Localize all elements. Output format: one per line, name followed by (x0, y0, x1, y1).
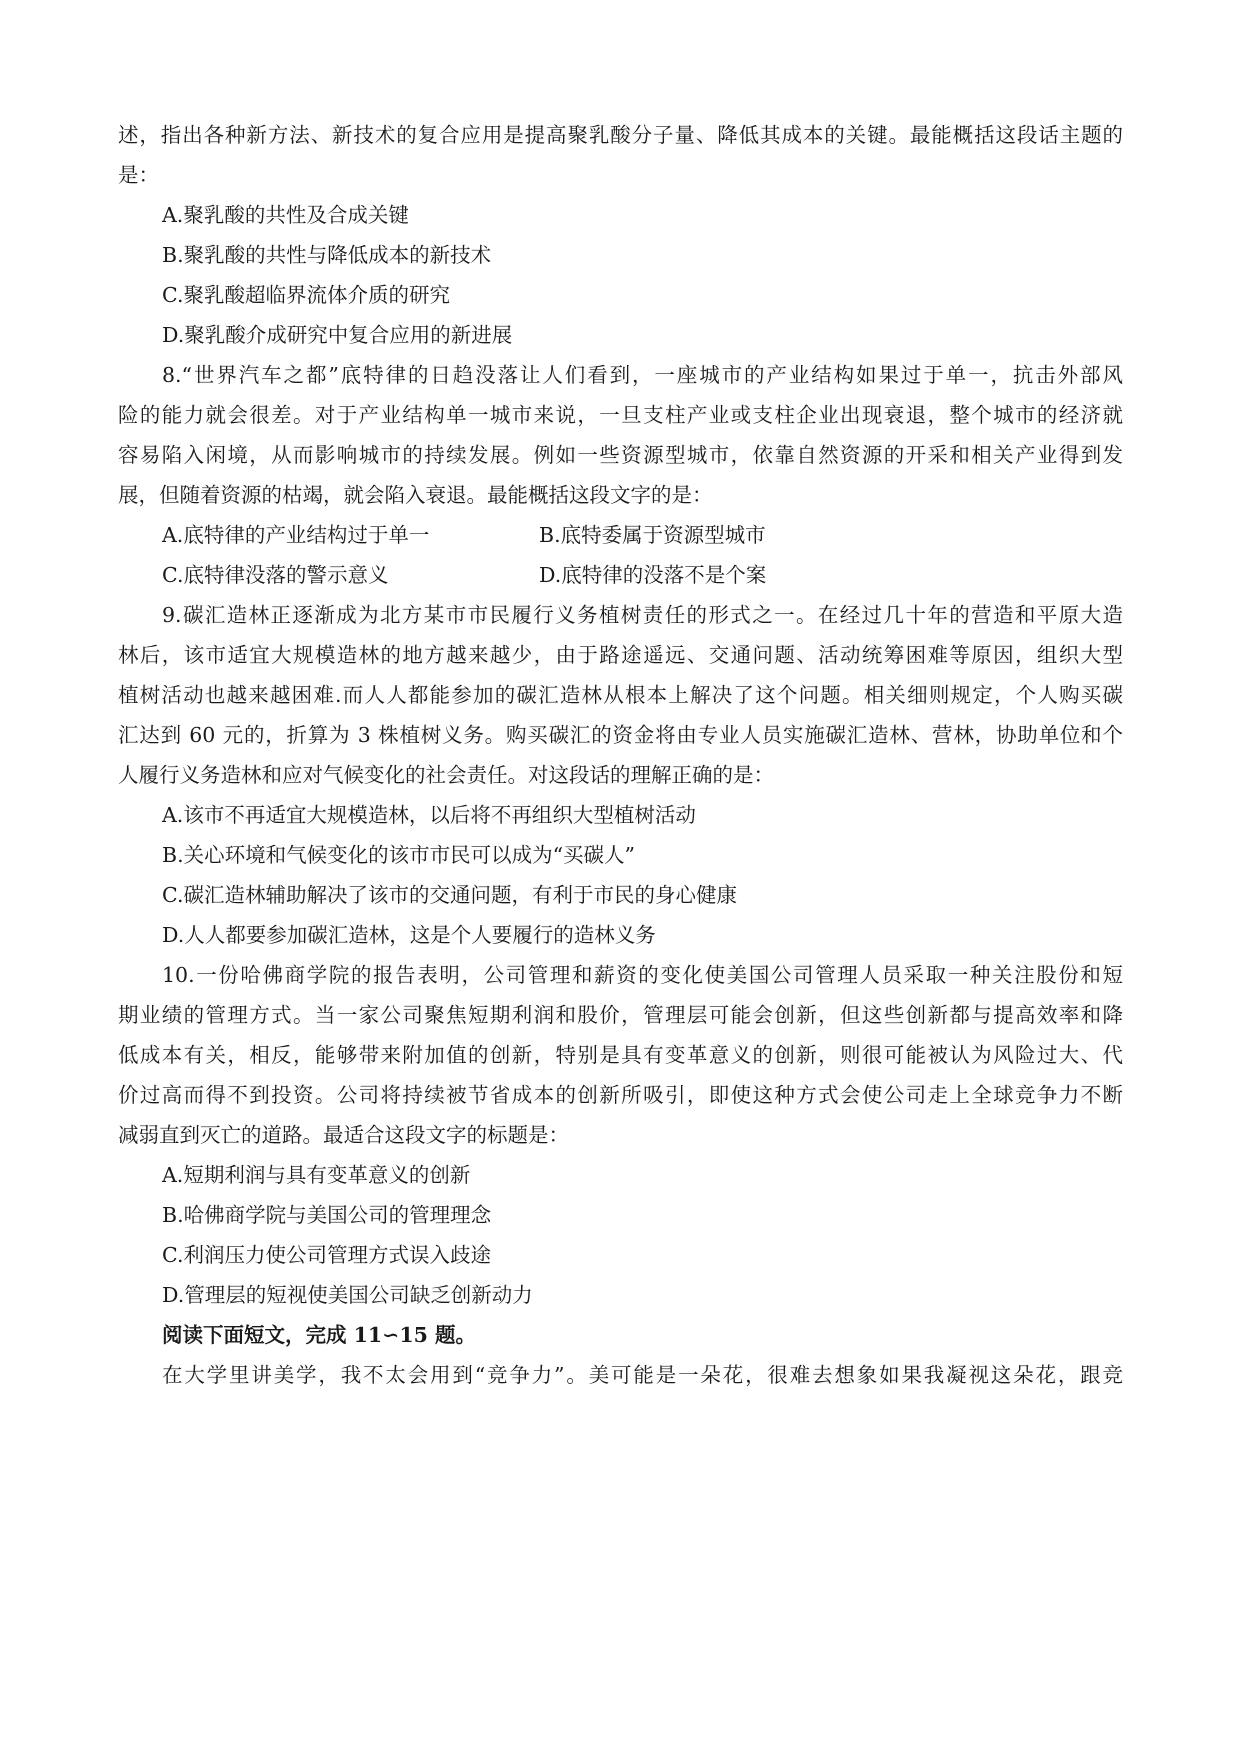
q9-option-c: C.碳汇造林辅助解决了该市的交通问题，有利于市民的身心健康 (162, 883, 737, 907)
q10-option-a: A.短期利润与具有变革意义的创新 (162, 1163, 471, 1187)
q8-option-a: A.底特律的产业结构过于单一 (162, 523, 430, 547)
q10-option-c: C.利润压力使公司管理方式误入歧途 (162, 1243, 491, 1267)
q9-option-b: B.关心环境和气候变化的该市市民可以成为“买碳人” (162, 843, 636, 867)
q8-stem-line-3: 容易陷入闲境，从而影响城市的持续发展。例如一些资源型城市，依靠自然资源的开采和相关产业得到发 (118, 443, 1123, 467)
reading-heading: 阅读下面短文，完成 11∽15 题。 (162, 1323, 477, 1347)
q9-stem-line-5: 人履行义务造林和应对气候变化的社会责任。对这段话的理解正确的是： (118, 763, 774, 787)
q8-stem-line-4: 展，但随着资源的枯竭，就会陷入衰退。最能概括这段文字的是： (118, 483, 713, 507)
q8-stem-line-1: 8.“世界汽车之都”底特律的日趋没落让人们看到，一座城市的产业结构如果过于单一，抗击外部风 (162, 363, 1123, 387)
q9-stem-line-4: 汇达到 60 元的，折算为 3 株植树义务。购买碳汇的资金将由专业人员实施碳汇造林、营林，协助单位和个 (118, 723, 1123, 747)
q10-option-b: B.哈佛商学院与美国公司的管理理念 (162, 1203, 492, 1227)
q10-stem-line-3: 低成本有关，相反，能够带来附加值的创新，特别是具有变革意义的创新，则很可能被认为风险过大、代 (118, 1043, 1123, 1067)
reading-first-line: 在大学里讲美学，我不太会用到“竞争力”。美可能是一朵花，很难去想象如果我凝视这朵花，跟竞 (162, 1363, 1123, 1387)
q7-option-c: C.聚乳酸超临界流体介质的研究 (162, 283, 450, 307)
q10-option-d: D.管理层的短视使美国公司缺乏创新动力 (162, 1283, 533, 1307)
q8-option-d: D.底特律的没落不是个案 (539, 563, 767, 587)
q8-option-c: C.底特律没落的警示意义 (162, 563, 389, 587)
q9-stem-line-2: 林后，该市适宜大规模造林的地方越来越少，由于路途遥远、交通问题、活动统筹困难等原因，组织大型 (118, 643, 1123, 667)
q7-stem-line-1: 述，指出各种新方法、新技术的复合应用是提高聚乳酸分子量、降低其成本的关键。最能概括这段话主题的 (118, 123, 1123, 147)
q9-stem-line-1: 9.碳汇造林正逐渐成为北方某市市民履行义务植树责任的形式之一。在经过几十年的营造和平原大造 (162, 603, 1123, 627)
q10-stem-line-4: 价过高而得不到投资。公司将持续被节省成本的创新所吸引，即使这种方式会使公司走上全球竞争力不断 (118, 1083, 1123, 1107)
q9-option-a: A.该市不再适宜大规模造林，以后将不再组织大型植树活动 (162, 803, 696, 827)
q9-stem-line-3: 植树活动也越来越困难.而人人都能参加的碳汇造林从根本上解决了这个问题。相关细则规定，个人购买碳 (118, 683, 1123, 707)
q9-option-d: D.人人都要参加碳汇造林，这是个人要履行的造林义务 (162, 923, 656, 947)
q7-option-a: A.聚乳酸的共性及合成关键 (162, 203, 409, 227)
q8-option-b: B.底特委属于资源型城市 (539, 523, 766, 547)
q10-stem-line-2: 期业绩的管理方式。当一家公司聚焦短期利润和股价，管理层可能会创新，但这些创新都与提高效率和降 (118, 1003, 1123, 1027)
q7-option-b: B.聚乳酸的共性与降低成本的新技术 (162, 243, 492, 267)
q10-stem-line-5: 减弱直到灭亡的道路。最适合这段文字的标题是： (118, 1123, 569, 1147)
q8-stem-line-2: 险的能力就会很差。对于产业结构单一城市来说，一旦支柱产业或支柱企业出现衰退，整个城市的经济就 (118, 403, 1123, 427)
q7-option-d: D.聚乳酸介成研究中复合应用的新进展 (162, 323, 513, 347)
q7-stem-line-2: 是： (118, 163, 159, 187)
q10-stem-line-1: 10.一份哈佛商学院的报告表明，公司管理和薪资的变化使美国公司管理人员采取一种关注股份和短 (162, 963, 1123, 987)
